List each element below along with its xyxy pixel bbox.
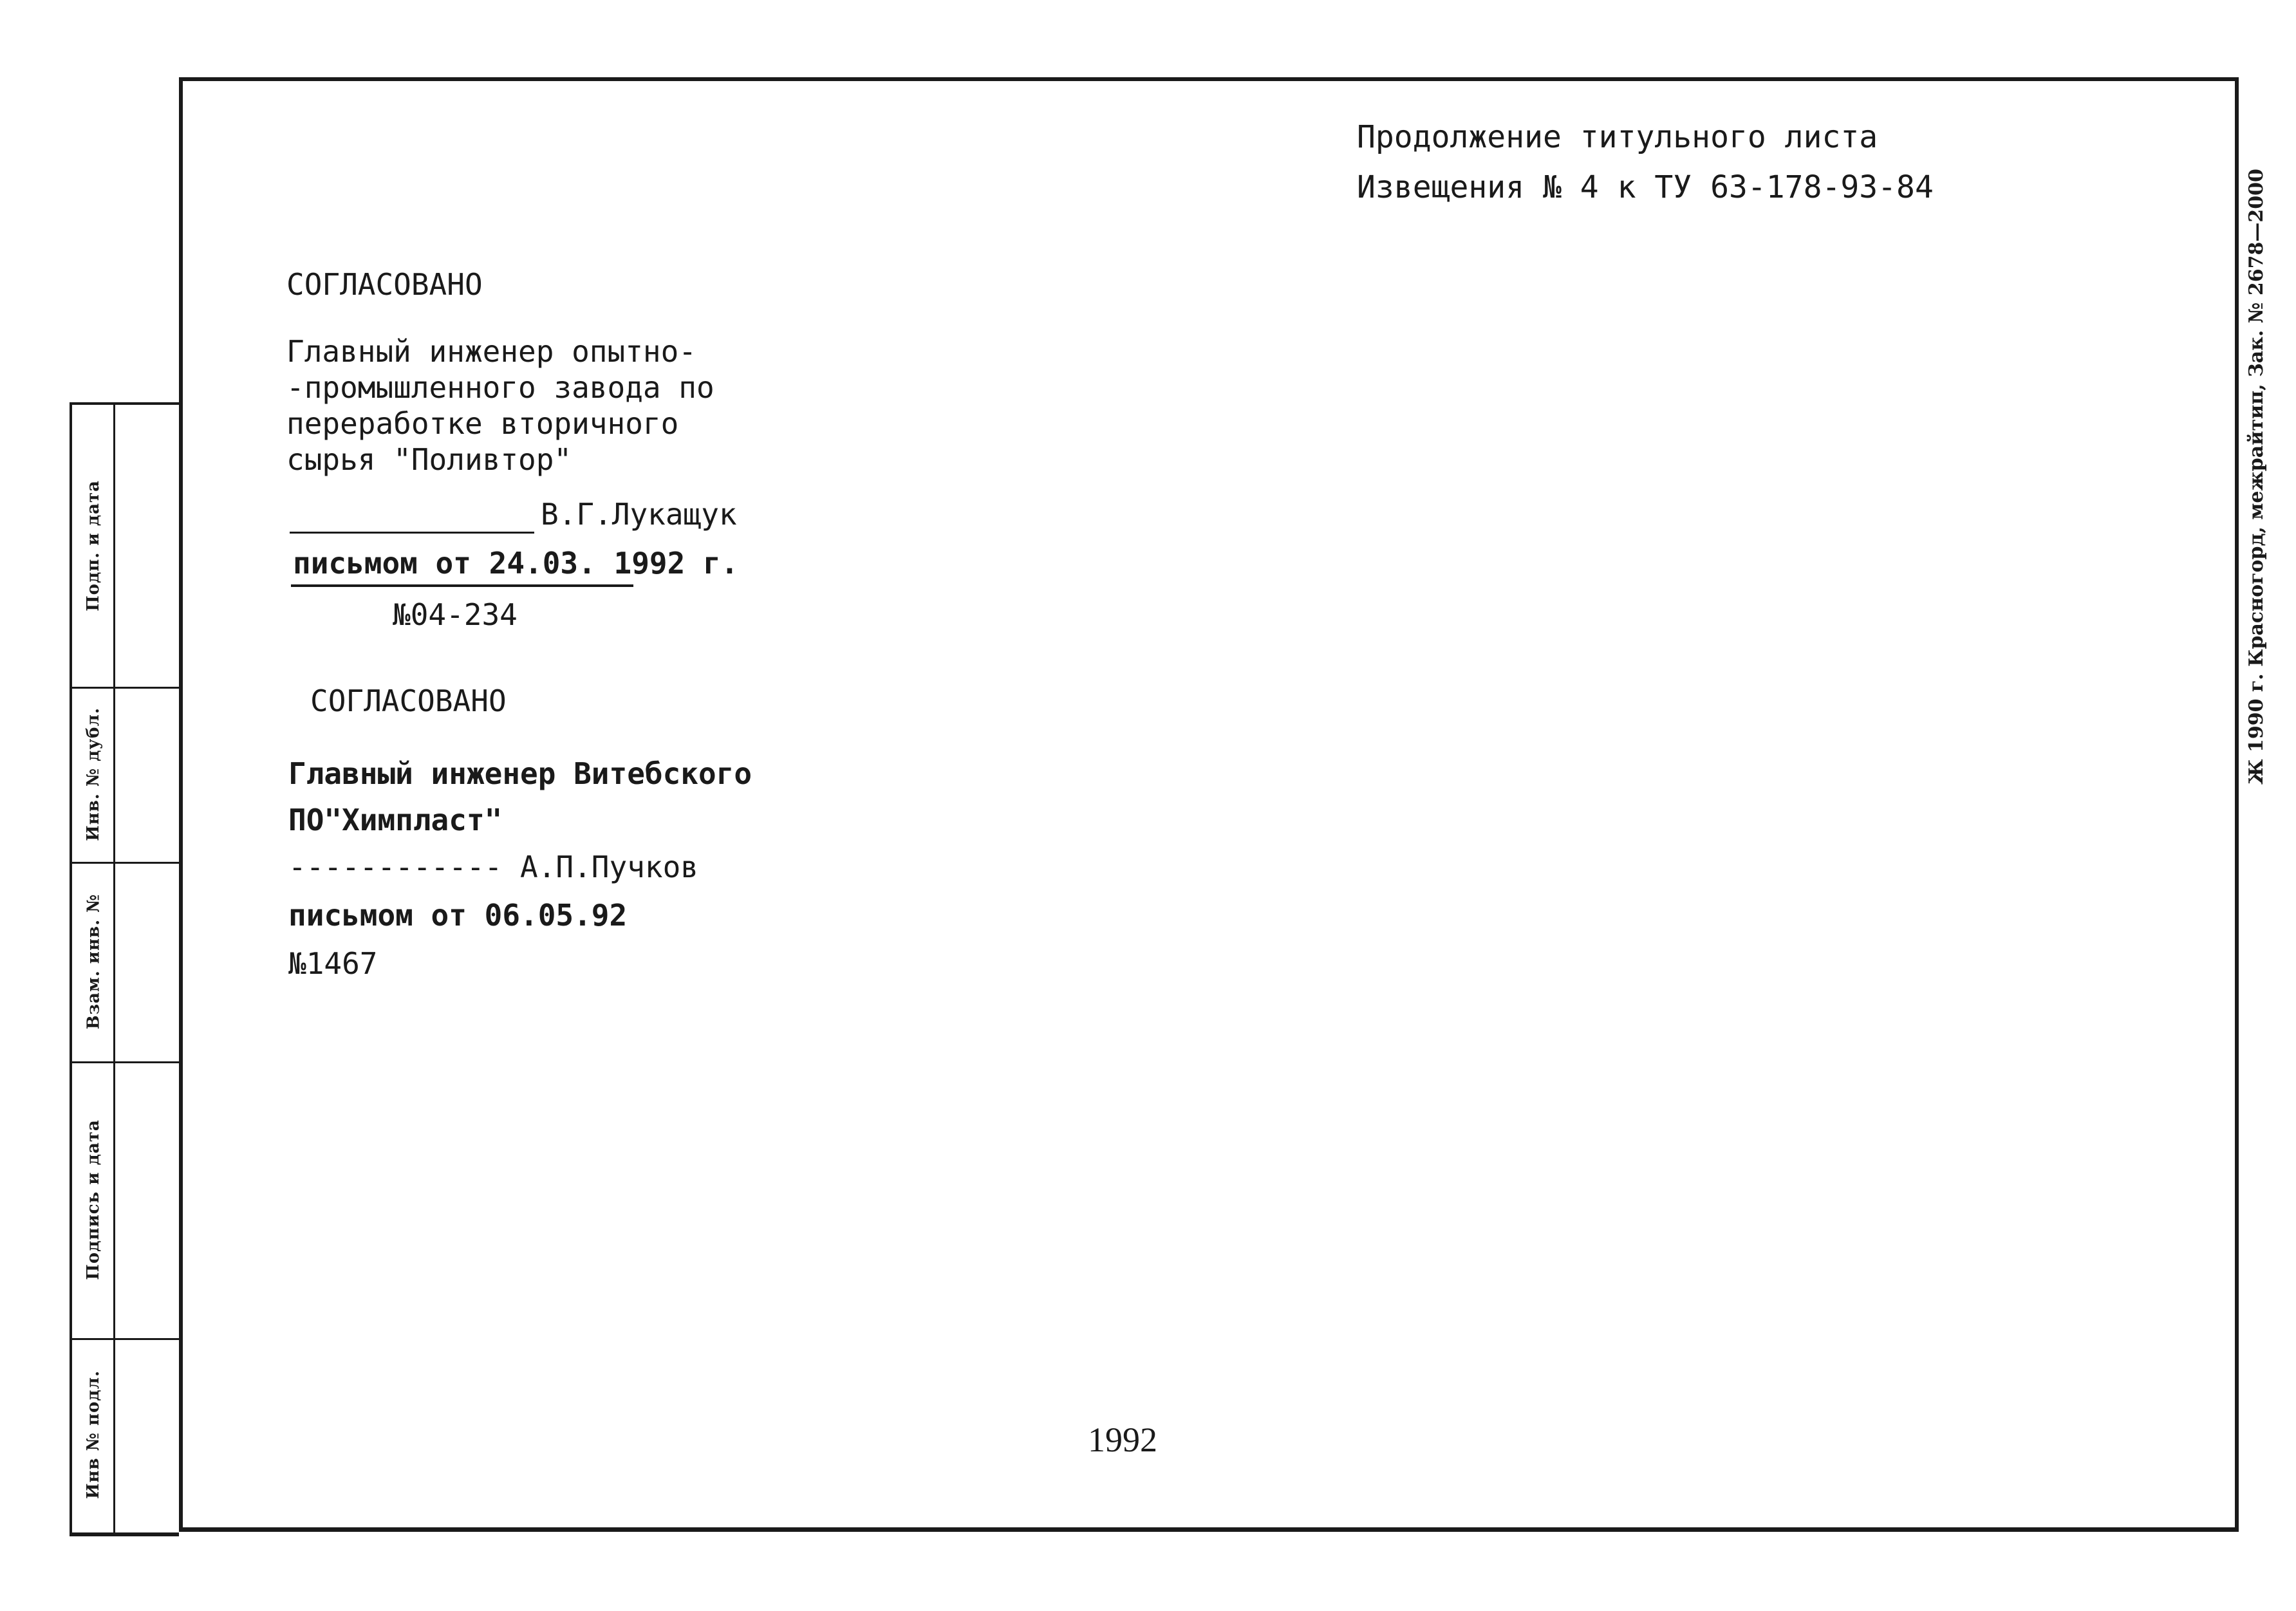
signature-line-1 [290,532,534,534]
approval-title-2: СОГЛАСОВАНО [310,684,507,718]
stamp-label-signature-date [75,405,112,687]
stamp-label-replacement-inv [75,862,112,1061]
stamp-label-text: Подп. и дата [84,480,104,611]
approver-name-1: В.Г.Лукащук [541,497,737,532]
approver-position-2: Главный инженер Витебского ПО"Химпласт" [288,756,752,837]
approval-title-1: СОГЛАСОВАНО [286,267,483,302]
letter-underline-1 [291,584,633,587]
continuation-header [1357,112,1934,212]
header-line-2: Извещения № 4 к ТУ 63-178-93-84 [1357,169,1934,205]
printer-imprint [2234,90,2279,862]
approval-letter-1: письмом от 24.03. 1992 г. [293,546,739,581]
stamp-label-text: Инв. № дубл. [84,707,103,841]
stamp-label-original-inv [75,1338,112,1531]
document-year: 1992 [1088,1420,1157,1459]
approval-letter-2: письмом от 06.05.92 [288,898,628,933]
stamp-label-text: Инв № подл. [84,1370,104,1500]
approver-position-1: Главный инженер опытно- -промышленного завода по переработке вторичного сырья "Поливтор" [286,334,714,477]
stamp-label-text: Подпись и дата [84,1119,104,1280]
header-line-1: Продолжение титульного листа [1357,119,1878,155]
margin-stamp [70,402,179,1536]
signature-line-2: ------------ А.П.Пучков [288,850,698,884]
stamp-label-duplicate-inv [75,687,112,862]
printer-imprint-text: Ж 1990 г. Красногорд, межрайтип, Зак. № 2678—2000 [2245,168,2268,785]
letter-number-2: №1467 [288,946,378,981]
margin-stamp-divider-vertical [113,405,115,1532]
letter-number-1: №04-234 [393,597,518,632]
stamp-label-text: Взам. инв. № [84,893,104,1030]
stamp-label-signature-date-2 [75,1061,112,1338]
